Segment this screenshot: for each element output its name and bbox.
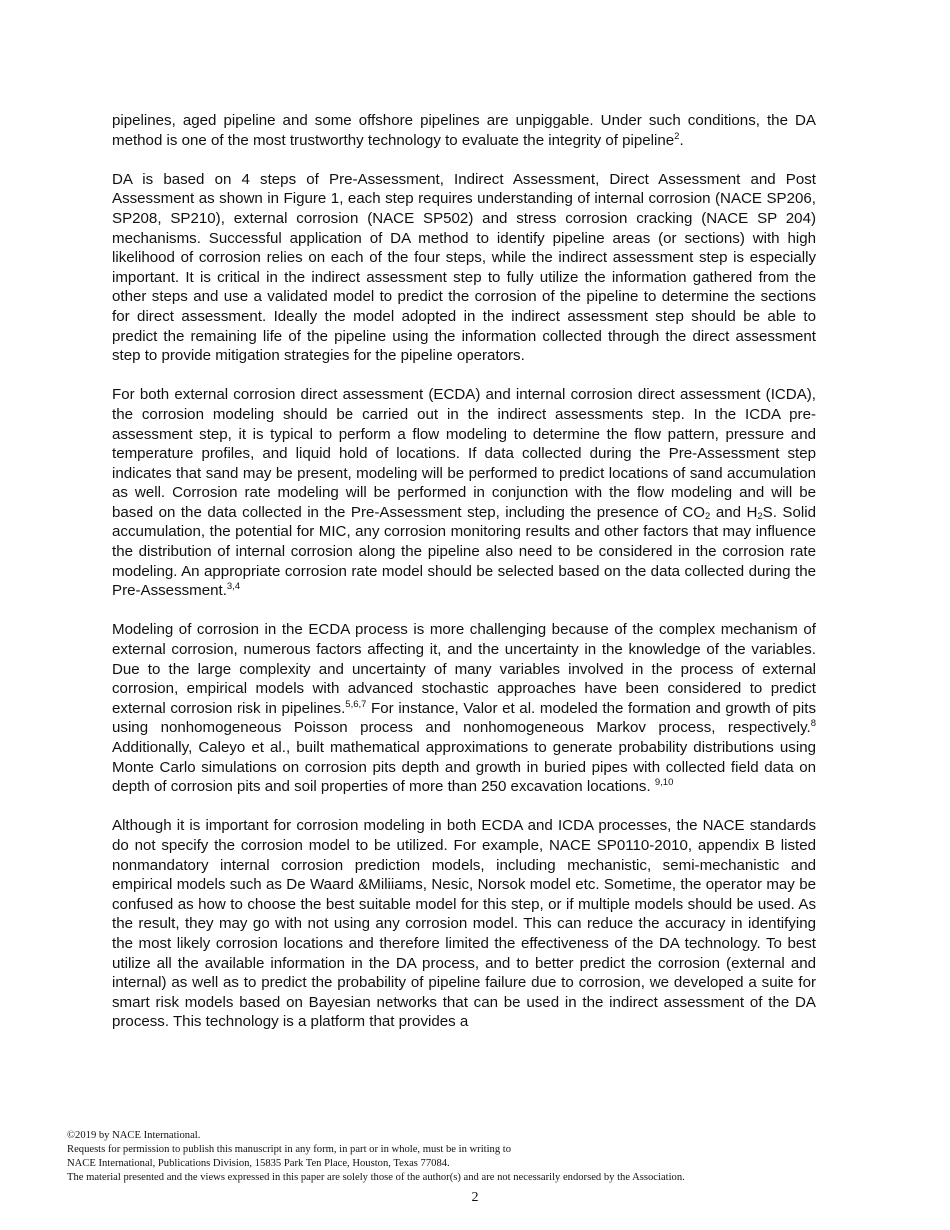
paragraph-4-text-b: For instance, Valor et al. modeled the formation and growth of pits using nonhomogeneous Poisson process and nonhomogeneous Markov process, respectively. bbox=[112, 699, 816, 737]
citation-5-6-7: 5,6,7 bbox=[345, 698, 367, 710]
footer-permission: Requests for permission to publish this manuscript in any form, in part or in whole, must be in writing to bbox=[67, 1144, 512, 1155]
page-number: 2 bbox=[471, 1190, 479, 1205]
paragraph-3-text-b: and H bbox=[710, 503, 758, 521]
paragraph-4-text-c: Additionally, Caleyo et al., built mathematical approximations to generate probability distributions using Monte Carlo simulations on corrosion pits depth and growth in buried pipes with collected field data on depth of corrosion pits and soil properties of more than 250 excavation locations. bbox=[112, 739, 816, 796]
paragraph-1-text: pipelines, aged pipeline and some offshore pipelines are unpiggable. Under such conditions, the DA method is one of the most trustworthy technology to evaluate the integrity of pipeline bbox=[112, 112, 816, 149]
citation-9-10: 9,10 bbox=[654, 777, 674, 789]
subscript-h2s: 2 bbox=[757, 510, 763, 522]
paragraph-4 bbox=[112, 620, 816, 796]
paragraph-3 bbox=[112, 385, 816, 601]
footer-address: NACE International, Publications Division, 15835 Park Ten Place, Houston, Texas 77084. bbox=[67, 1158, 450, 1169]
paragraph-3-text-c: S. Solid accumulation, the potential for MIC, any corrosion monitoring results and other factors that may influence the distribution of internal corrosion along the pipeline also need to be considered in the corrosion rate modeling. An appropriate corrosion rate model should be selected based on the data collected during the Pre-Assessment. bbox=[112, 503, 816, 600]
body-text bbox=[112, 111, 816, 1052]
paragraph-2: DA is based on 4 steps of Pre-Assessment, Indirect Assessment, Direct Assessment and Post Assessment as shown in Figure 1, each step requires understanding of internal corrosion (NACE SP206, SP208, SP210), external corrosion (NACE SP502) and stress corrosion cracking (NACE SP 204) mechanisms. Successful application of DA method to identify pipeline areas (or sections) with high likelihood of corrosion relies on each of the four steps, while the indirect assessment step is especially important. It is critical in the indirect assessment step to fully utilize the information gathered from the other steps and use a validated model to predict the corrosion of the pipeline to determine the sections for direct assessment. Ideally the model adopted in the indirect assessment step should be able to predict the remaining life of the pipeline using the information collected through the direct assessment step to provide mitigation strategies for the pipeline operators. bbox=[112, 170, 816, 365]
footer-disclaimer: The material presented and the views expressed in this paper are solely those of the author(s) and are not necessarily endorsed by the Association. bbox=[67, 1172, 685, 1183]
footer-copyright: ©2019 by NACE International. bbox=[67, 1130, 201, 1141]
copyright-footer bbox=[67, 1129, 897, 1185]
paragraph-4-text-a: Modeling of corrosion in the ECDA process is more challenging because of the complex mechanism of external corrosion, numerous factors affecting it, and the uncertainty in the knowledge of the variables. Due to the large complexity and uncertainty of many variables involved in the process of external corrosion, empirical models with advanced stochastic approaches have been considered to predict external corrosion risk in pipelines. bbox=[112, 621, 816, 717]
paragraph-1 bbox=[112, 111, 816, 150]
paragraph-3-text-a: For both external corrosion direct assessment (ECDA) and internal corrosion direct assessment (ICDA), the corrosion modeling should be carried out in the indirect assessments step. In the ICDA pre-assessment step, it is typical to perform a flow modeling to determine the flow pattern, pressure and temperature profiles, and liquid hold of locations. If data collected during the Pre-Assessment step indicates that sand may be present, modeling will be performed to predict locations of sand accumulation as well. Corrosion rate modeling will be performed in conjunction with the flow modeling and will be based on the data collected in the Pre-Assessment step, including the presence of CO bbox=[112, 386, 816, 521]
subscript-co2: 2 bbox=[705, 510, 711, 522]
paragraph-1-end: . bbox=[679, 131, 684, 149]
citation-3-4: 3,4 bbox=[226, 581, 241, 593]
citation-2: 2 bbox=[674, 130, 680, 142]
citation-8: 8 bbox=[810, 718, 816, 730]
paragraph-5: Although it is important for corrosion modeling in both ECDA and ICDA processes, the NACE standards do not specify the corrosion model to be utilized. For example, NACE SP0110-2010, appendix B listed nonmandatory internal corrosion prediction models, including mechanistic, semi-mechanistic and empirical models such as De Waard &Miliiams, Nesic, Norsok model etc. Sometime, the operator may be confused as how to choose the best suitable model for this step, or if multiple models should be used. As the result, they may go with not using any corrosion model. This can reduce the accuracy in identifying the most likely corrosion locations and therefore limited the effectiveness of the DA technology. To best utilize all the available information in the DA process, and to better predict the corrosion (external and internal) as well as to predict the probability of pipeline failure due to corrosion, we developed a suite for smart risk models based on Bayesian networks that can be used in the indirect assessment of the DA process. This technology is a platform that provides a bbox=[112, 817, 816, 1031]
